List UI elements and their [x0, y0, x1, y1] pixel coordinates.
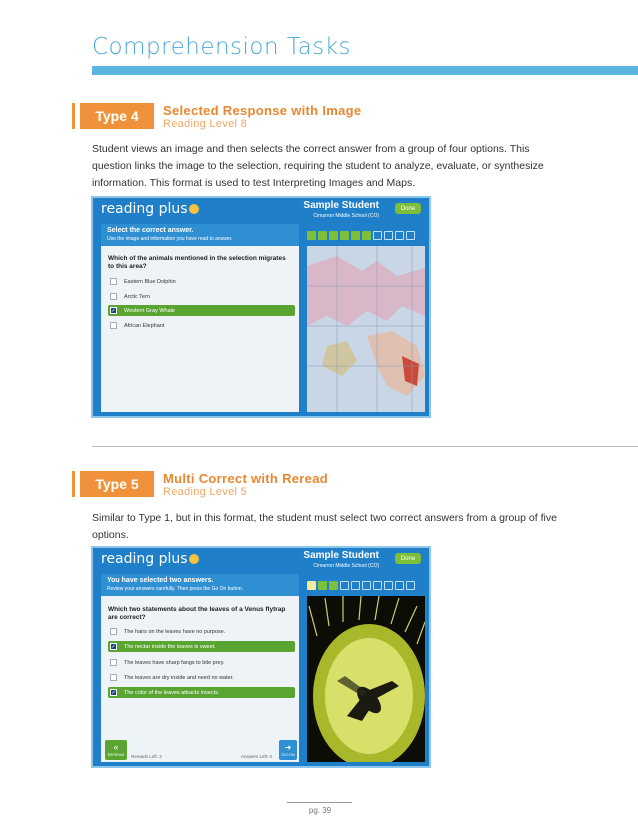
section-divider [92, 446, 638, 447]
section-title: Multi Correct with Reread [163, 471, 328, 486]
question-text: Which of the animals mentioned in the selection migrates to this area? [108, 255, 286, 270]
section-description: Similar to Type 1, but in this format, the student must select two correct answers from a group of five options. [92, 512, 557, 541]
answer-option[interactable]: Eastern Blue Dolphin [108, 276, 295, 287]
page-number: pg. 39 [308, 806, 332, 815]
app-screenshot-type5 [91, 546, 431, 768]
title-rule [92, 66, 638, 75]
go-on-button[interactable]: ➜ GO ON [279, 740, 297, 760]
app-screenshot-type4 [91, 196, 431, 418]
answer-option[interactable]: African Elephant [108, 320, 295, 331]
checkmark-icon: ✓ [111, 307, 116, 314]
app-header [93, 198, 429, 220]
section-description: Student views an image and then selects the correct answer from a group of four options. This question links the image to the selection, requiring the student to analyze, evaluate, or synthesize information. This format is used to test Interpreting Images and Maps. [92, 143, 544, 189]
app-logo: reading plus [101, 201, 200, 217]
section-subtitle: Reading Level 8 [163, 118, 248, 130]
badge-accent-bar [72, 471, 75, 497]
rereads-left: Rereads Left: 2 [131, 754, 162, 759]
logo-dot-icon [189, 554, 199, 564]
checkbox-icon [110, 293, 117, 300]
venus-flytrap-image [307, 596, 425, 762]
section-subtitle: Reading Level 5 [163, 486, 248, 498]
answer-option-selected[interactable]: ✓ Western Gray Whale [108, 305, 295, 316]
answer-option[interactable]: The leaves are dry inside and need no water. [108, 672, 295, 683]
answer-option[interactable]: The hairs on the leaves have no purpose. [108, 626, 295, 637]
student-info: Sample Student Cimarron Middle School (CO) [303, 200, 379, 219]
answer-option[interactable]: Arctic Tern [108, 291, 295, 302]
walker-icon: ➜ [284, 742, 292, 752]
type-badge: Type 4 [80, 103, 154, 129]
type-badge: Type 5 [80, 471, 154, 497]
checkbox-icon [110, 659, 117, 666]
rewind-icon: « [113, 742, 119, 752]
checkmark-icon: ✓ [111, 689, 116, 696]
student-info: Sample Student Cimarron Middle School (CO) [303, 550, 379, 569]
checkbox-icon [110, 674, 117, 681]
badge-accent-bar [72, 103, 75, 129]
map-image [307, 246, 425, 412]
answer-option[interactable]: The leaves have sharp fangs to bite prey. [108, 657, 295, 668]
answers-left: Answers Left: 0 [241, 754, 273, 759]
answer-option-selected[interactable]: ✓ The nectar inside the leaves is sweet. [108, 641, 295, 652]
app-logo: reading plus [101, 551, 200, 567]
progress-indicator [307, 581, 415, 590]
page-title: Comprehension Tasks [92, 34, 351, 60]
instruction-bar [101, 224, 299, 246]
instruction-text: Select the correct answer. [107, 227, 194, 234]
question-text: Which two statements about the leaves of a Venus flytrap are correct? [108, 606, 286, 621]
instruction-bar [101, 574, 299, 596]
question-panel [101, 574, 299, 762]
done-button[interactable]: Done [395, 553, 421, 564]
instruction-text: You have selected two answers. [107, 577, 214, 584]
checkbox-icon [110, 278, 117, 285]
footer-rule [287, 802, 352, 803]
app-header [93, 548, 429, 570]
section-title: Selected Response with Image [163, 103, 362, 118]
instruction-subtext: Use the image and information you have read to answer. [107, 236, 233, 242]
progress-indicator [307, 231, 415, 240]
instruction-subtext: Review your answers carefully. Then press the Go On button. [107, 586, 243, 592]
logo-dot-icon [189, 204, 199, 214]
answer-option-selected[interactable]: ✓ The color of the leaves attracts insects. [108, 687, 295, 698]
checkmark-icon: ✓ [111, 643, 116, 650]
question-panel [101, 224, 299, 412]
done-button[interactable]: Done [395, 203, 421, 214]
checkbox-icon [110, 628, 117, 635]
reread-button[interactable]: « REREAD [105, 740, 127, 760]
checkbox-icon [110, 322, 117, 329]
